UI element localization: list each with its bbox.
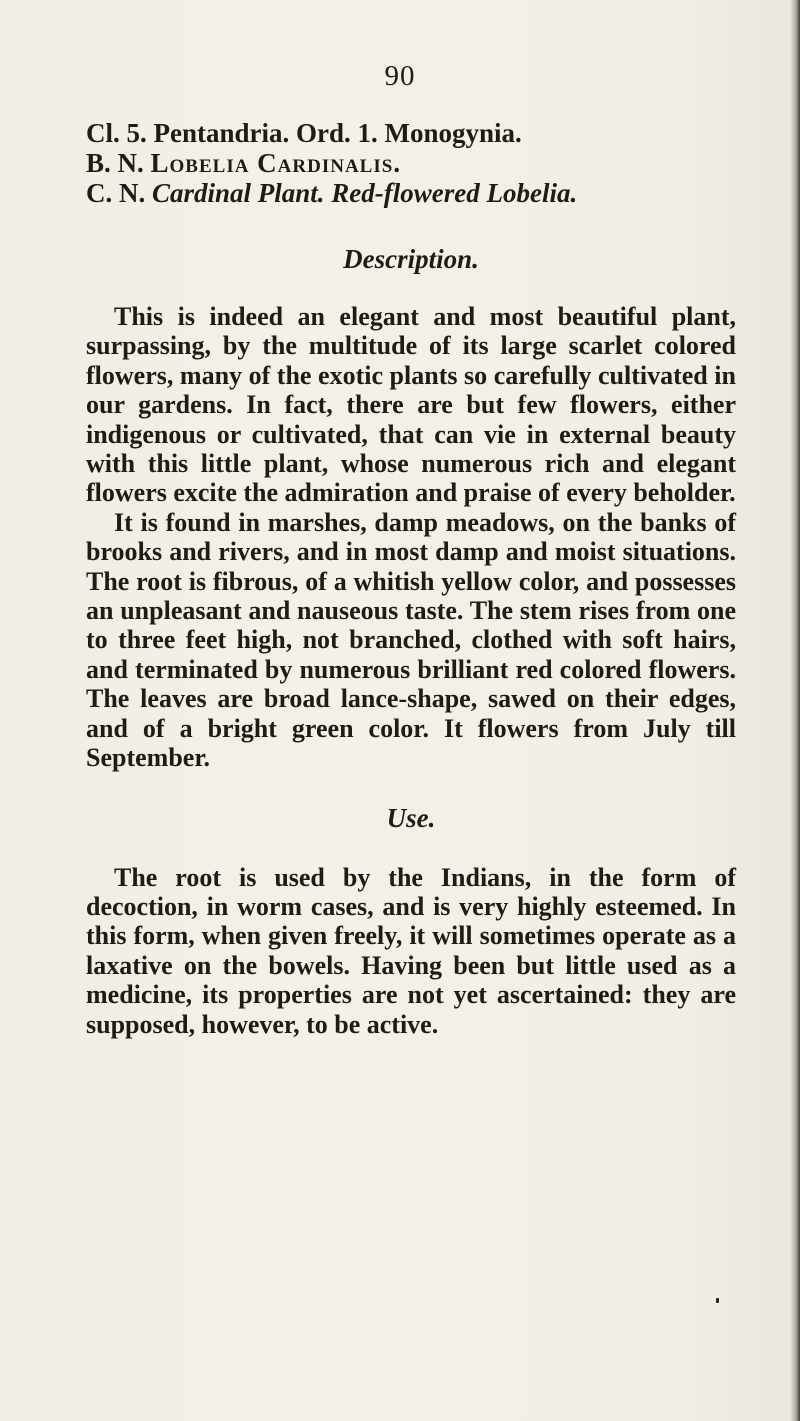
botanical-name-prefix: B. N. <box>86 148 144 178</box>
page-edge-shadow <box>790 0 800 1421</box>
botanical-name: Lobelia Cardinalis. <box>150 148 402 178</box>
description-heading: Description. <box>343 244 479 274</box>
ink-speck <box>716 1298 719 1303</box>
use-paragraph: The root is used by the Indians, in the form of decoction, in worm cases, and is very highly esteemed. In this form, when given freely, it will sometimes operate as a laxative on the bowels. Having been but little used as a medicine, its properties are not yet ascertained: they are supposed, however, to be active. <box>86 862 736 1039</box>
common-name-line <box>86 178 736 208</box>
common-name: Cardinal Plant. Red-flowered Lobelia. <box>152 178 578 208</box>
description-paragraph-1: This is indeed an elegant and most beautiful plant, surpassing, by the multitude of its large scarlet colored flowers, many of the exotic plants so carefully cultivated in our gardens. In fact, there are but few flowers, either indigenous or cultivated, that can vie in external beauty with this little plant, whose numerous rich and elegant flowers excite the admiration and praise of every beholder. <box>86 302 736 508</box>
botanical-name-line <box>86 148 736 178</box>
page-number: 90 <box>384 60 416 92</box>
text-block <box>86 118 736 1039</box>
description-paragraph-2: It is found in marshes, damp meadows, on the banks of brooks and rivers, and in most damp and moist situations. The root is fibrous, of a whitish yellow color, and possesses an unpleasant and nauseous taste. The stem rises from one to three feet high, not branched, clothed with soft hairs, and terminated by numerous brilliant red colored flowers. The leaves are broad lance-shape, sawed on their edges, and of a bright green color. It flowers from July till September. <box>86 507 736 773</box>
common-name-prefix: C. N. <box>86 178 146 208</box>
classification-line: Cl. 5. Pentandria. Ord. 1. Monogynia. <box>86 118 522 148</box>
use-heading: Use. <box>386 802 436 833</box>
